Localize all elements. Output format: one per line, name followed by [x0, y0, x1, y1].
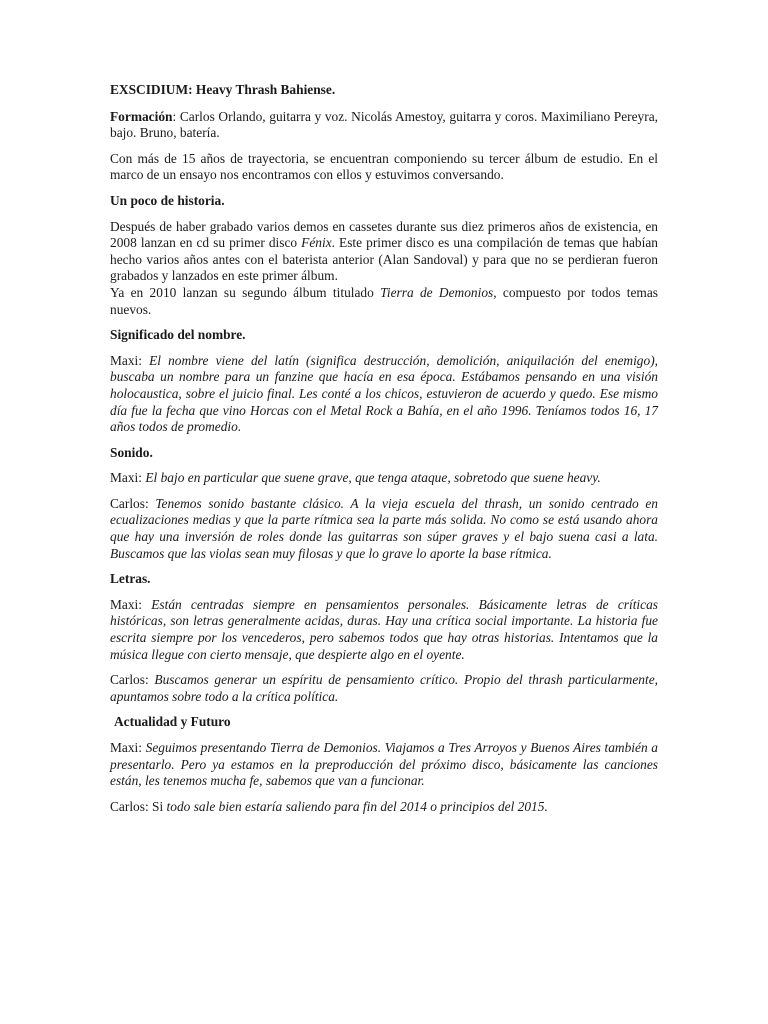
actualidad-heading: Actualidad y Futuro [114, 714, 231, 730]
letras-paragraph-carlos [110, 672, 658, 705]
letras-paragraph-maxi [110, 597, 658, 663]
nombre-paragraph [110, 353, 658, 436]
letras-heading: Letras. [110, 571, 151, 587]
historia-heading: Un poco de historia. [110, 192, 225, 208]
letras-quote-carlos: Buscamos generar un espíritu de pensamiento crítico. Propio del thrash particularmente, apuntamos sobre todo a la crítica política. [110, 672, 658, 704]
intro-paragraph: Con más de 15 años de trayectoria, se encuentran componiendo su tercer álbum de estudio. En el marco de un ensayo nos encontramos con ellos y estuvimos conversando. [110, 150, 658, 183]
formacion-text: : Carlos Orlando, guitarra y voz. Nicolás Amestoy, guitarra y coros. Maximiliano Pereyra, bajo. Bruno, batería. [110, 108, 658, 141]
formacion-paragraph [110, 109, 658, 142]
album-tierra-de-demonios: Tierra de Demonios [380, 284, 494, 300]
nombre-speaker: Maxi: [110, 352, 150, 368]
letras-speaker-carlos: Carlos: [110, 672, 155, 688]
letras-quote-maxi: Están centradas siempre en pensamientos personales. Básicamente letras de críticas históricas, son letras generalmente acidas, duras. Hay una crítica social importante. La historia fue escrita siempre por los vencederos, pero sabemos todos que hay otras historias. Intentamos que la música llegue con cierto mensaje, que despierte algo en el oyente. [110, 596, 658, 662]
historia-text-3: Ya en 2010 lanzan su segundo álbum titulado [110, 284, 381, 300]
actualidad-speaker-maxi: Maxi: [110, 740, 146, 755]
nombre-quote: El nombre viene del latín (significa destrucción, demolición, aniquilación del enemigo), buscaba un nombre para un fanzine que hacía en esa época. Estábamos pensando en una visión holocaustica, sobre el juicio final. Les conté a los chicos, estuvieron de acuerdo y quedo. Ese mismo día fue la fecha que vino Horcas con el Metal Rock a Bahía, en el año 1996. Teníamos todos 16, 17 años todos de promedio. [110, 352, 658, 435]
historia-text-1: Después de haber grabado varios demos en cassetes durante sus diez primeros años de existencia, en 2008 lanzan en cd su primer disco [110, 218, 658, 251]
sonido-heading: Sonido. [110, 444, 153, 460]
album-fenix: Fénix [301, 235, 332, 251]
historia-text-4: , compuesto por todos temas nuevos. [110, 284, 658, 317]
sonido-paragraph-maxi [110, 470, 658, 487]
document-title: EXSCIDIUM: Heavy Thrash Bahiense. [110, 82, 336, 97]
document-page [110, 82, 658, 824]
sonido-speaker-maxi: Maxi: [110, 470, 146, 486]
actualidad-paragraph-carlos [110, 799, 658, 816]
sonido-speaker-carlos: Carlos: [110, 495, 156, 511]
sonido-quote-carlos: Tenemos sonido bastante clásico. A la vieja escuela del thrash, un sonido centrado en ecualizaciones medias y que la parte rítmica sea la parte más solida. No como se está usando ahora que hay una inversión de roles donde las guitarras son súper graves y el bajo suena casi a lata. Buscamos que las violas sean muy filosas y que lo grave lo aporte la base rítmica. [110, 495, 658, 561]
sonido-quote-maxi: El bajo en particular que suene grave, que tenga ataque, sobretodo que suene heavy. [145, 470, 601, 486]
historia-paragraph [110, 219, 658, 319]
historia-text-2: . Este primer disco es una compilación de temas que habían hecho varios años antes con el baterista anterior (Alan Sandoval) y para que no se perdieran fueron grabados y lanzados en este primer álbum. [110, 235, 658, 284]
actualidad-quote-maxi: Seguimos presentando Tierra de Demonios. Viajamos a Tres Arroyos y Buenos Aires también a presentarlo. Pero ya estamos en la preproducción del próximo disco, básicamente las canciones están, les tenemos mucha fe, sabemos que van a funcionar. [110, 740, 658, 789]
sonido-paragraph-carlos [110, 496, 658, 562]
formacion-label: Formación [110, 108, 173, 124]
letras-speaker-maxi: Maxi: [110, 596, 152, 612]
actualidad-speaker-carlos: Carlos: Si [110, 798, 167, 814]
actualidad-quote-carlos: todo sale bien estaría saliendo para fin del 2014 o principios del 2015. [166, 798, 548, 814]
actualidad-paragraph-maxi [110, 740, 658, 790]
nombre-heading: Significado del nombre. [110, 327, 246, 343]
